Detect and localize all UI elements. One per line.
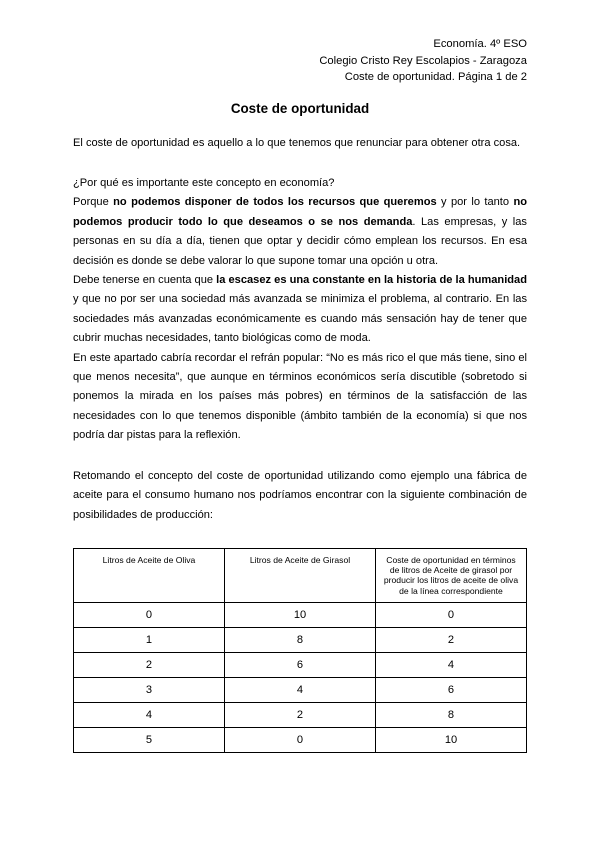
header-school: Colegio Cristo Rey Escolapios - Zaragoza xyxy=(319,54,527,67)
table-cell: 0 xyxy=(376,603,527,628)
section-importance xyxy=(73,174,527,446)
table-cell: 8 xyxy=(225,628,376,653)
intro-paragraph xyxy=(73,134,527,153)
table-cell: 2 xyxy=(74,653,225,678)
table-cell: 4 xyxy=(376,653,527,678)
table-row xyxy=(74,728,527,753)
table-cell: 6 xyxy=(225,653,376,678)
header-opportunity-cost: Coste de oportunidad en términos de litros de Aceite de girasol por producir los litros de aceite de oliva de la línea correspondiente xyxy=(376,549,527,603)
bold-text: no podemos producir todo lo que deseamos o se nos demanda xyxy=(73,196,527,228)
table-cell: 5 xyxy=(74,728,225,753)
header-olive-oil: Litros de Aceite de Oliva xyxy=(74,549,225,603)
table-cell: 1 xyxy=(74,628,225,653)
page-header xyxy=(319,36,527,86)
table-row xyxy=(74,628,527,653)
document-title: Coste de oportunidad xyxy=(230,101,370,116)
bold-text: la escasez es una constante en la historia de la humanidad xyxy=(216,274,528,287)
importance-paragraph-3: En este apartado cabría recordar el refrán popular: “No es más rico el que más tiene, sino el que menos necesita”, que aunque en términos económicos sería discutible (sobretodo si ponemos la mirada en los países más pobres) en términos de la satisfacción de las necesidades con lo que tenemos disponible (ámbito también de la economía) si que nos podría dar pistas para la reflexión. xyxy=(73,351,527,442)
production-possibilities-table xyxy=(73,548,527,753)
bold-text: no podemos disponer de todos los recursos que queremos xyxy=(113,196,437,209)
header-page-info: Coste de oportunidad. Página 1 de 2 xyxy=(344,71,527,84)
section-example xyxy=(73,467,527,525)
table-cell: 4 xyxy=(225,678,376,703)
table-cell: 8 xyxy=(376,703,527,728)
table-row xyxy=(74,678,527,703)
importance-question: ¿Por qué es importante este concepto en economía? xyxy=(73,177,335,189)
text: Debe tenerse en cuenta que xyxy=(73,274,217,287)
table-cell: 4 xyxy=(74,703,225,728)
table-cell: 0 xyxy=(74,603,225,628)
table-row xyxy=(74,653,527,678)
table-cell: 0 xyxy=(225,728,376,753)
text: y por lo tanto xyxy=(436,196,514,209)
importance-paragraph-2 xyxy=(73,271,527,349)
table-cell: 10 xyxy=(376,728,527,753)
table-cell: 3 xyxy=(74,678,225,703)
intro-text: El coste de oportunidad es aquello a lo que tenemos que renunciar para obtener otra cosa. xyxy=(73,137,521,149)
table-row xyxy=(74,603,527,628)
table-cell: 10 xyxy=(225,603,376,628)
table-row xyxy=(74,703,527,728)
text: Porque xyxy=(73,196,114,209)
example-paragraph: Retomando el concepto del coste de oportunidad utilizando como ejemplo una fábrica de aceite para el consumo humano nos podríamos encontrar con la siguiente combinación de posibilidades de producción: xyxy=(73,470,527,521)
importance-paragraph-1 xyxy=(73,193,527,271)
table-header-row xyxy=(74,549,527,603)
table-cell: 2 xyxy=(376,628,527,653)
text: y que no por ser una sociedad más avanzada se minimiza el problema, al contrario. En las sociedades más avanzadas económicamente es cuando más sensación hay de tener que cubrir muchas necesidades, tanto biológicas como de moda. xyxy=(73,293,527,345)
table-cell: 2 xyxy=(225,703,376,728)
text: . Las empresas, y las personas en su día a día, tienen que optar y decidir cómo emplean los recursos. En esa decisión es donde se debe valorar lo que supone tomar una opción u otra. xyxy=(73,215,527,267)
header-sunflower-oil: Litros de Aceite de Girasol xyxy=(225,549,376,603)
table-cell: 6 xyxy=(376,678,527,703)
header-subject: Economía. 4º ESO xyxy=(433,38,527,50)
